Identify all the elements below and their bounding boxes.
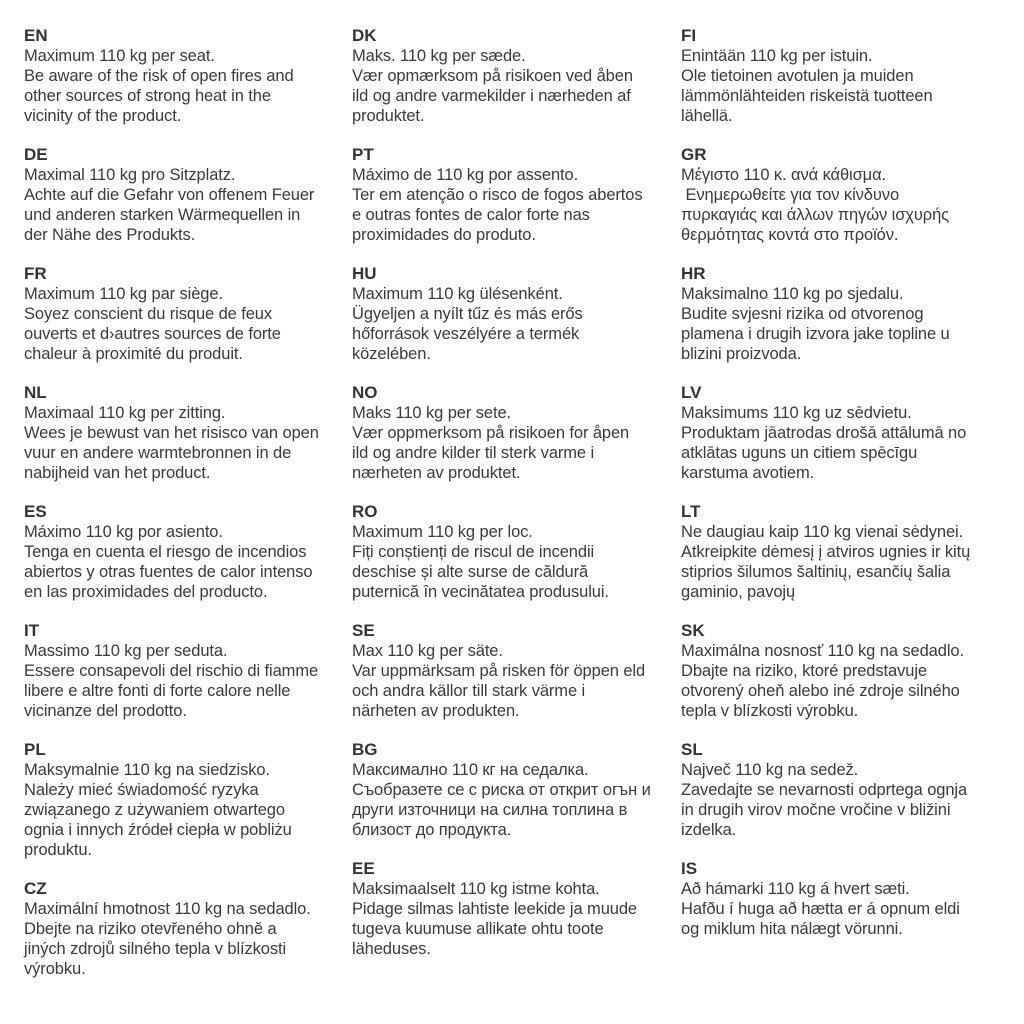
lang-section-sl	[681, 740, 1013, 840]
warning-text-line: Fiți conștienți de riscul de incendii	[352, 543, 595, 561]
warning-text-line: Maksimaalselt 110 kg istme kohta.	[352, 880, 600, 898]
warning-text-line: związanego z używaniem otwartego	[24, 801, 285, 819]
warning-text-line: Maksymalnie 110 kg na siedzisko.	[24, 761, 270, 779]
warning-text-line: Be aware of the risk of open fires and	[24, 67, 294, 85]
lang-section-es	[24, 502, 356, 602]
warning-text-line: Съобразете се с риска от открит огън и	[352, 781, 651, 799]
warning-text-line: Wees je bewust van het risisco van open	[24, 424, 319, 442]
warning-text-line: otvorený oheň alebo iné zdroje silného	[681, 682, 960, 700]
warning-text-line: jiných zdrojů silného tepla v blízkosti	[24, 940, 287, 958]
warning-text-line: Massimo 110 kg per seduta.	[24, 642, 228, 660]
warning-text-line: Ενημερωθείτε για τον κίνδυνο	[681, 186, 900, 204]
warning-text-line: en las proximidades del producto.	[24, 583, 268, 601]
warning-text-line: ild og andre kilder til sterk varme i	[352, 444, 595, 462]
lang-code-label: FI	[681, 26, 697, 45]
warning-text-line: Budite svjesni rizika od otvorenog	[681, 305, 924, 323]
lang-section-hu	[352, 264, 684, 364]
lang-section-de	[24, 145, 356, 245]
lang-code-label: NO	[352, 383, 378, 402]
lang-section-se	[352, 621, 684, 721]
warning-text-line: in drugih virov močne vročine v bližini	[681, 801, 951, 819]
warning-text-line: Ole tietoinen avotulen ja muiden	[681, 67, 914, 85]
warning-text-line: Maximum 110 kg per loc.	[352, 523, 533, 541]
warning-text-line: abiertos y otras fuentes de calor intenso	[24, 563, 313, 581]
lang-code-label: FR	[24, 264, 47, 283]
warning-text-line: nærheten av produktet.	[352, 464, 521, 482]
warning-text-line: deschise și alte surse de căldură	[352, 563, 589, 581]
lang-section-lt	[681, 502, 1013, 602]
lang-section-fr	[24, 264, 356, 364]
warning-text-line: ouverts et d›autres sources de forte	[24, 325, 281, 343]
warning-text-line: chaleur à proximité du produit.	[24, 345, 243, 363]
lang-code-label: LT	[681, 502, 701, 521]
warning-text-line: plamena i drugih izvora jake topline u	[681, 325, 950, 343]
lang-code-label: PL	[24, 740, 46, 759]
warning-text-line: närheten av produkten.	[352, 702, 520, 720]
warning-text-line: πυρκαγιάς και άλλων πηγών ισχυρής	[681, 206, 949, 224]
lang-code-label: PT	[352, 145, 374, 164]
warning-text-line: Produktam jāatrodas drošā attālumā no	[681, 424, 967, 442]
warning-text-line: близост до продукта.	[352, 821, 512, 839]
warning-text-line: Maksimalno 110 kg po sjedalu.	[681, 285, 904, 303]
lang-code-label: GR	[681, 145, 707, 164]
warning-text-line: Maximum 110 kg par siège.	[24, 285, 223, 303]
warning-text-line: e outras fontes de calor forte nas	[352, 206, 590, 224]
lang-section-hr	[681, 264, 1013, 364]
lang-code-label: RO	[352, 502, 378, 521]
lang-code-label: SL	[681, 740, 703, 759]
warning-text-line: Vær opmærksom på risikoen ved åben	[352, 67, 633, 85]
lang-code-label: IT	[24, 621, 40, 640]
warning-text-line: vicinanze del prodotto.	[24, 702, 187, 720]
warning-text-line: θερμότητας κοντά στο προϊόν.	[681, 226, 899, 244]
warning-text-line: Максимално 110 кг на седалка.	[352, 761, 589, 779]
warning-text-line: Var uppmärksam på risken för öppen eld	[352, 662, 646, 680]
warning-text-line: lämmönlähteiden riskeistä tuotteen	[681, 87, 933, 105]
warning-text-line: libere e altre fonti di forte calore nelle	[24, 682, 291, 700]
warning-text-line: Dbajte na riziko, ktoré predstavuje	[681, 662, 927, 680]
lang-section-lv	[681, 383, 1013, 483]
lang-code-label: EN	[24, 26, 48, 45]
column-right	[681, 26, 1013, 958]
warning-text-line: karstuma avotiem.	[681, 464, 815, 482]
warning-text-line: Dbejte na riziko otevřeného ohně a	[24, 920, 277, 938]
warning-text-line: proximidades do produto.	[352, 226, 536, 244]
warning-text-line: vicinity of the product.	[24, 107, 182, 125]
lang-code-label: DE	[24, 145, 48, 164]
lang-section-fi	[681, 26, 1013, 126]
warning-text-line: Maks. 110 kg per sæde.	[352, 47, 526, 65]
warning-text-line: Maximal 110 kg pro Sitzplatz.	[24, 166, 236, 184]
warning-text-line: und anderen starken Wärmequellen in	[24, 206, 301, 224]
lang-section-it	[24, 621, 356, 721]
column-middle	[352, 26, 684, 978]
lang-code-label: HU	[352, 264, 377, 283]
warning-text-line: други източници на силна топлина в	[352, 801, 628, 819]
lang-section-is	[681, 859, 1013, 939]
warning-text-line: puternică în vecinătatea produsului.	[352, 583, 609, 601]
lang-section-pl	[24, 740, 356, 860]
lang-section-sk	[681, 621, 1013, 721]
warning-text-line: Pidage silmas lahtiste leekide ja muude	[352, 900, 638, 918]
warning-text-line: atklātas uguns un citiem spēcīgu	[681, 444, 918, 462]
lang-code-label: ES	[24, 502, 47, 521]
warning-text-line: hőforrások veszélyére a termék	[352, 325, 580, 343]
warning-text-line: Ügyeljen a nyílt tűz és más erős	[352, 305, 583, 323]
warning-text-line: tugeva kuumuse allikate ohtu toote	[352, 920, 604, 938]
lang-code-label: IS	[681, 859, 698, 878]
lang-section-pt	[352, 145, 684, 245]
lang-code-label: LV	[681, 383, 702, 402]
column-left	[24, 26, 356, 998]
warning-text-line: Maximální hmotnost 110 kg na sedadlo.	[24, 900, 311, 918]
warning-text-line: og miklum hita nálægt vörunni.	[681, 920, 903, 938]
warning-text-line: Máximo de 110 kg por assento.	[352, 166, 579, 184]
warning-text-line: Vær oppmerksom på risikoen for åpen	[352, 424, 630, 442]
warning-text-line: lähellä.	[681, 107, 733, 125]
warning-text-line: Μέγιστο 110 κ. ανά κάθισμα.	[681, 166, 887, 184]
warning-text-line: Ter em atenção o risco de fogos abertos	[352, 186, 643, 204]
warning-text-line: Zavedajte se nevarnosti odprtega ognja	[681, 781, 968, 799]
warning-text-line: Maximum 110 kg per seat.	[24, 47, 215, 65]
warning-text-line: Należy mieć świadomość ryzyka	[24, 781, 259, 799]
warning-text-line: közelében.	[352, 345, 431, 363]
warning-text-line: Največ 110 kg na sedež.	[681, 761, 859, 779]
lang-section-no	[352, 383, 684, 483]
warning-text-line: produktu.	[24, 841, 92, 859]
lang-section-nl	[24, 383, 356, 483]
warning-text-line: läheduses.	[352, 940, 431, 958]
lang-code-label: BG	[352, 740, 378, 759]
warning-text-line: Maks 110 kg per sete.	[352, 404, 512, 422]
warning-text-line: ognia i innych źródeł ciepła w pobliżu	[24, 821, 292, 839]
warning-text-line: tepla v blízkosti výrobku.	[681, 702, 859, 720]
lang-section-cz	[24, 879, 356, 979]
warning-text-line: blizini proizvoda.	[681, 345, 802, 363]
lang-code-label: NL	[24, 383, 47, 402]
warning-text-line: der Nähe des Produkts.	[24, 226, 196, 244]
lang-section-ro	[352, 502, 684, 602]
warning-text-line: Ne daugiau kaip 110 kg vienai sėdynei.	[681, 523, 964, 541]
warning-text-line: Maximálna nosnosť 110 kg na sedadlo.	[681, 642, 964, 660]
warning-text-line: produktet.	[352, 107, 425, 125]
warning-text-line: Maximum 110 kg ülésenként.	[352, 285, 563, 303]
lang-code-label: SE	[352, 621, 375, 640]
lang-section-bg	[352, 740, 684, 840]
lang-section-ee	[352, 859, 684, 959]
warning-text-line: nabijheid van het product.	[24, 464, 211, 482]
warning-text-line: stiprios šilumos šaltinių, esančių šalia	[681, 563, 951, 581]
warning-text-line: Achte auf die Gefahr von offenem Feuer	[24, 186, 315, 204]
warning-text-line: Að hámarki 110 kg á hvert sæti.	[681, 880, 910, 898]
lang-code-label: HR	[681, 264, 706, 283]
warning-text-line: Máximo 110 kg por asiento.	[24, 523, 223, 541]
warning-text-line: ild og andre varmekilder i nærheden af	[352, 87, 631, 105]
warning-text-line: other sources of strong heat in the	[24, 87, 271, 105]
warning-text-line: och andra källor till stark värme i	[352, 682, 586, 700]
warning-text-line: gaminio, pavojų	[681, 583, 796, 601]
warning-text-line: izdelka.	[681, 821, 737, 839]
lang-section-en	[24, 26, 356, 126]
warning-text-line: vuur en andere warmtebronnen in de	[24, 444, 292, 462]
warning-text-line: Hafðu í huga að hætta er á opnum eldi	[681, 900, 960, 918]
warning-text-line: Essere consapevoli del rischio di fiamme	[24, 662, 319, 680]
lang-section-gr	[681, 145, 1013, 245]
warning-text-line: Maximaal 110 kg per zitting.	[24, 404, 226, 422]
warning-text-line: Atkreipkite dėmesį į atviros ugnies ir kitų	[681, 543, 971, 561]
warning-text-line: Enintään 110 kg per istuin.	[681, 47, 873, 65]
warning-text-line: Max 110 kg per säte.	[352, 642, 503, 660]
lang-section-dk	[352, 26, 684, 126]
lang-code-label: CZ	[24, 879, 47, 898]
lang-code-label: EE	[352, 859, 375, 878]
lang-code-label: DK	[352, 26, 377, 45]
warning-text-line: Tenga en cuenta el riesgo de incendios	[24, 543, 307, 561]
warning-text-line: Soyez conscient du risque de feux	[24, 305, 273, 323]
warning-text-line: Maksimums 110 kg uz sēdvietu.	[681, 404, 912, 422]
lang-code-label: SK	[681, 621, 705, 640]
warning-text-line: výrobku.	[24, 960, 86, 978]
